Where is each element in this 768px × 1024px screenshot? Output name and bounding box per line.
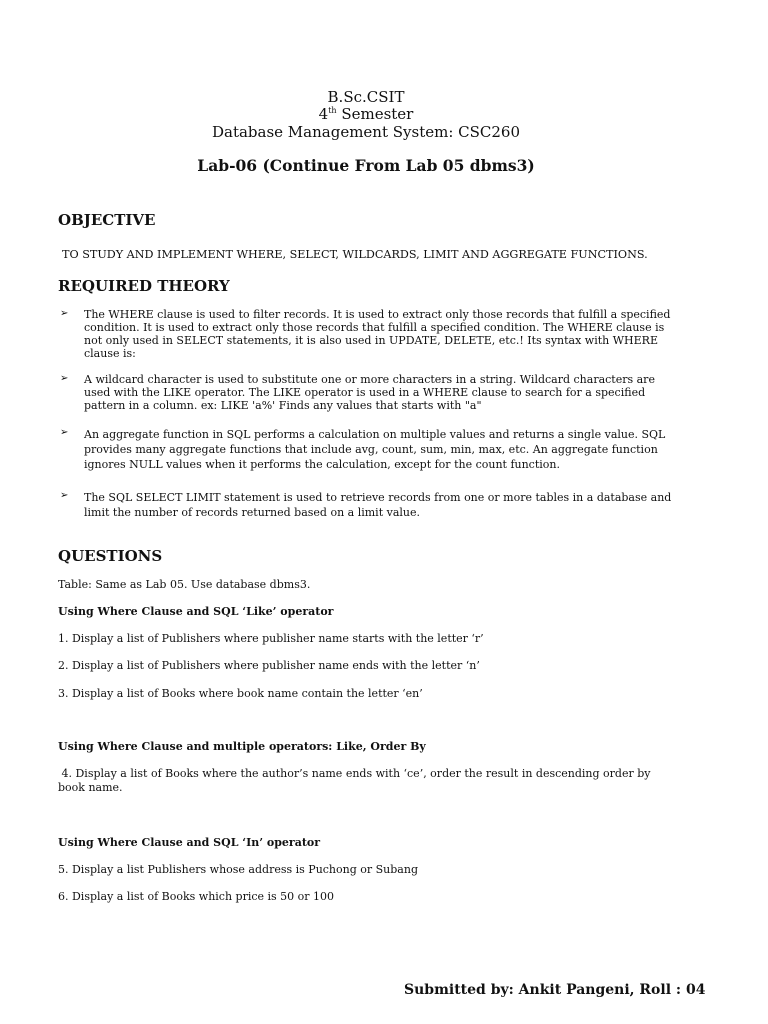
section-title-in: Using Where Clause and SQL ‘In’ operator (58, 836, 321, 849)
submitted-by: Submitted by: Ankit Pangeni, Roll : 04 (404, 982, 706, 998)
lab-title: Lab-06 (Continue From Lab 05 dbms3) (197, 156, 535, 175)
arrow-bullet-icon: ➢ (60, 308, 69, 319)
arrow-bullet-icon: ➢ (60, 427, 69, 438)
question-6: 6. Display a list of Books which price is 50 or 100 (58, 890, 335, 903)
theory-bullet-text: The SQL SELECT LIMIT statement is used to retrieve records from one or more tables in a database and limit the number of records returned based on a limit value. (84, 491, 672, 519)
objective-text: TO STUDY AND IMPLEMENT WHERE, SELECT, WILDCARDS, LIMIT AND AGGREGATE FUNCTIONS. (62, 248, 648, 261)
theory-bullet-text: A wildcard character is used to substitute one or more characters in a string. Wildcard characters are used with the LIKE operator. The LIKE operator is used in a WHERE clause to search for a specified pattern in a column. ex: LIKE 'a%' Finds any values that starts with "a" (84, 373, 655, 412)
question-2: 2. Display a list of Publishers where publisher name ends with the letter ‘n’ (58, 659, 480, 672)
theory-bullet-text: An aggregate function in SQL performs a calculation on multiple values and returns a single value. SQL provides many aggregate functions that include avg, count, sum, min, max, etc. An aggregate function ignores NULL values when it performs the calculation, except for the count function. (84, 428, 666, 471)
semester-line (0, 105, 732, 123)
program-title: B.Sc.CSIT (327, 88, 405, 106)
questions-heading: QUESTIONS (58, 547, 163, 565)
question-5: 5. Display a list Publishers whose address is Puchong or Subang (58, 863, 418, 876)
course-title: Database Management System: CSC260 (211, 123, 521, 141)
arrow-bullet-icon: ➢ (60, 373, 69, 384)
table-note: Table: Same as Lab 05. Use database dbms3. (58, 578, 311, 591)
objective-heading: OBJECTIVE (58, 211, 156, 229)
section-title-like: Using Where Clause and SQL ‘Like’ operator (58, 605, 334, 618)
semester-word: Semester (336, 105, 414, 123)
semester-number: 4 (318, 105, 329, 123)
question-3: 3. Display a list of Books where book name contain the letter ‘en’ (58, 687, 423, 700)
theory-bullet-text: The WHERE clause is used to filter records. It is used to extract only those records that fulfill a specified condition. It is used to extract only those records that fulfill a specified condition. The WHERE clause is not only used in SELECT statements, it is also used in UPDATE, DELETE, etc.! Its syntax with WHERE clause is: (84, 308, 671, 360)
section-title-order-by: Using Where Clause and multiple operators: Like, Order By (58, 740, 426, 753)
question-4: 4. Display a list of Books where the author’s name ends with ‘ce’, order the result in descending order by book name. (58, 767, 654, 794)
semester-superscript: th (328, 106, 337, 115)
arrow-bullet-icon: ➢ (60, 490, 69, 501)
question-1: 1. Display a list of Publishers where publisher name starts with the letter ‘r’ (58, 632, 484, 645)
theory-heading: REQUIRED THEORY (58, 277, 230, 295)
